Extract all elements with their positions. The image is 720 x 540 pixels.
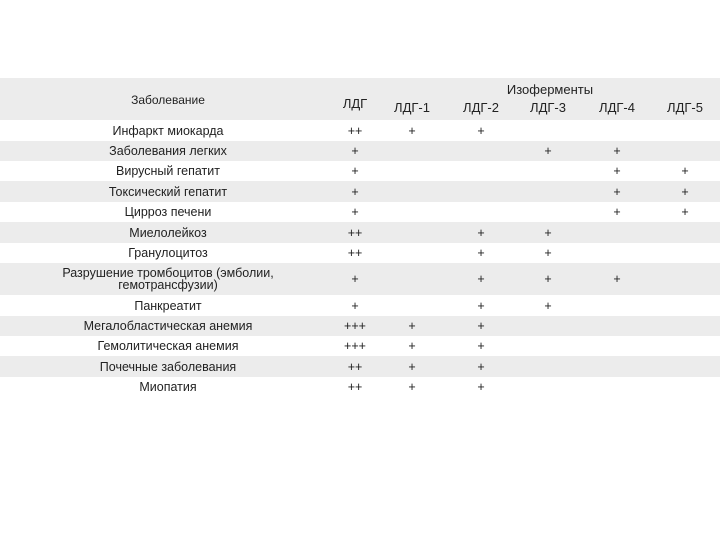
value-cell bbox=[382, 222, 442, 243]
value-cell: + bbox=[351, 184, 359, 199]
value-cell: + bbox=[351, 144, 359, 158]
value-cell bbox=[655, 295, 715, 316]
value-cell bbox=[587, 356, 647, 377]
value-cell bbox=[451, 161, 511, 181]
value-cell: + bbox=[477, 359, 485, 374]
value-cell bbox=[518, 336, 578, 356]
header-ldg-3: ЛДГ-3 bbox=[530, 100, 566, 115]
header-ldg-5: ЛДГ-5 bbox=[667, 100, 703, 115]
table-row bbox=[0, 181, 720, 202]
value-cell bbox=[655, 336, 715, 356]
value-cell: + bbox=[477, 123, 485, 138]
header-ldg-4: ЛДГ-4 bbox=[599, 100, 635, 115]
value-cell bbox=[655, 377, 715, 397]
header-disease: Заболевание bbox=[131, 93, 205, 107]
value-cell bbox=[518, 377, 578, 397]
value-cell bbox=[655, 243, 715, 263]
value-cell: ++ bbox=[347, 225, 363, 240]
value-cell: + bbox=[613, 205, 621, 219]
table-header bbox=[0, 78, 720, 120]
value-cell: ++ bbox=[347, 359, 363, 374]
disease-name: Панкреатит bbox=[134, 298, 202, 313]
value-cell: + bbox=[351, 164, 359, 178]
value-cell bbox=[518, 356, 578, 377]
value-cell bbox=[451, 181, 511, 202]
value-cell bbox=[382, 263, 442, 295]
disease-name: Почечные заболевания bbox=[99, 359, 237, 374]
value-cell: + bbox=[613, 184, 621, 199]
value-cell bbox=[518, 120, 578, 141]
value-cell: ++ bbox=[347, 380, 363, 394]
header-ldg-1: ЛДГ-1 bbox=[394, 100, 430, 115]
value-cell bbox=[655, 222, 715, 243]
value-cell: + bbox=[544, 246, 552, 260]
value-cell: + bbox=[408, 319, 416, 333]
value-cell bbox=[518, 316, 578, 336]
value-cell bbox=[382, 295, 442, 316]
value-cell: ++ bbox=[347, 123, 363, 138]
value-cell bbox=[587, 243, 647, 263]
value-cell: + bbox=[477, 225, 485, 240]
value-cell: ++ bbox=[347, 246, 363, 260]
value-cell bbox=[382, 181, 442, 202]
disease-name: Инфаркт миокарда bbox=[112, 123, 224, 138]
table-row bbox=[0, 336, 720, 356]
value-cell bbox=[655, 356, 715, 377]
value-cell bbox=[587, 120, 647, 141]
table-row bbox=[0, 141, 720, 161]
table-row bbox=[0, 202, 720, 222]
disease-name: Миелолейкоз bbox=[129, 225, 207, 240]
value-cell bbox=[587, 336, 647, 356]
value-cell bbox=[655, 263, 715, 295]
value-cell: + bbox=[408, 359, 416, 374]
table-row bbox=[0, 120, 720, 141]
value-cell: + bbox=[351, 298, 359, 313]
value-cell bbox=[382, 141, 442, 161]
value-cell bbox=[382, 202, 442, 222]
disease-name: Гемолитическая анемия bbox=[97, 339, 239, 353]
table-body bbox=[0, 120, 720, 397]
table-row bbox=[0, 161, 720, 181]
value-cell bbox=[587, 295, 647, 316]
value-cell: + bbox=[544, 272, 552, 286]
value-cell: + bbox=[613, 144, 621, 158]
value-cell: + bbox=[681, 205, 689, 219]
value-cell bbox=[655, 141, 715, 161]
table-row bbox=[0, 222, 720, 243]
header-ldg-2: ЛДГ-2 bbox=[463, 100, 499, 115]
value-cell bbox=[655, 120, 715, 141]
value-cell: + bbox=[408, 380, 416, 394]
value-cell: + bbox=[477, 246, 485, 260]
table-row bbox=[0, 295, 720, 316]
table-row bbox=[0, 377, 720, 397]
value-cell: +++ bbox=[344, 339, 366, 353]
header-ldg: ЛДГ bbox=[342, 96, 368, 111]
value-cell: + bbox=[351, 272, 359, 286]
table-row bbox=[0, 356, 720, 377]
value-cell: + bbox=[544, 225, 552, 240]
value-cell bbox=[518, 202, 578, 222]
disease-name: Разрушение тромбоцитов (эмболии, гемотрансфузии) bbox=[62, 266, 274, 292]
value-cell: + bbox=[408, 339, 416, 353]
value-cell bbox=[587, 377, 647, 397]
table-row bbox=[0, 243, 720, 263]
value-cell: + bbox=[351, 205, 359, 219]
value-cell bbox=[451, 202, 511, 222]
value-cell: + bbox=[477, 272, 485, 286]
value-cell: + bbox=[681, 184, 689, 199]
value-cell: + bbox=[408, 123, 416, 138]
value-cell bbox=[655, 316, 715, 336]
disease-name: Заболевания легких bbox=[109, 144, 227, 158]
disease-name: Мегалобластическая анемия bbox=[83, 319, 253, 333]
value-cell: + bbox=[544, 144, 552, 158]
disease-name: Вирусный гепатит bbox=[116, 164, 220, 178]
value-cell bbox=[382, 243, 442, 263]
value-cell bbox=[587, 222, 647, 243]
value-cell: + bbox=[544, 298, 552, 313]
value-cell bbox=[382, 161, 442, 181]
value-cell: + bbox=[477, 380, 485, 394]
value-cell bbox=[518, 181, 578, 202]
value-cell bbox=[587, 316, 647, 336]
disease-name: Токсический гепатит bbox=[108, 184, 228, 199]
disease-name: Цирроз печени bbox=[124, 205, 212, 219]
value-cell: + bbox=[613, 272, 621, 286]
value-cell: + bbox=[477, 298, 485, 313]
value-cell: +++ bbox=[344, 319, 366, 333]
header-isoenzymes: Изоферменты bbox=[506, 82, 594, 97]
value-cell bbox=[451, 141, 511, 161]
disease-name: Миопатия bbox=[139, 380, 197, 394]
ldh-isoenzyme-table bbox=[0, 78, 720, 397]
value-cell: + bbox=[477, 319, 485, 333]
table-row bbox=[0, 316, 720, 336]
table-row bbox=[0, 263, 720, 295]
value-cell: + bbox=[477, 339, 485, 353]
value-cell bbox=[518, 161, 578, 181]
value-cell: + bbox=[681, 164, 689, 178]
disease-name: Гранулоцитоз bbox=[128, 246, 208, 260]
value-cell: + bbox=[613, 164, 621, 178]
